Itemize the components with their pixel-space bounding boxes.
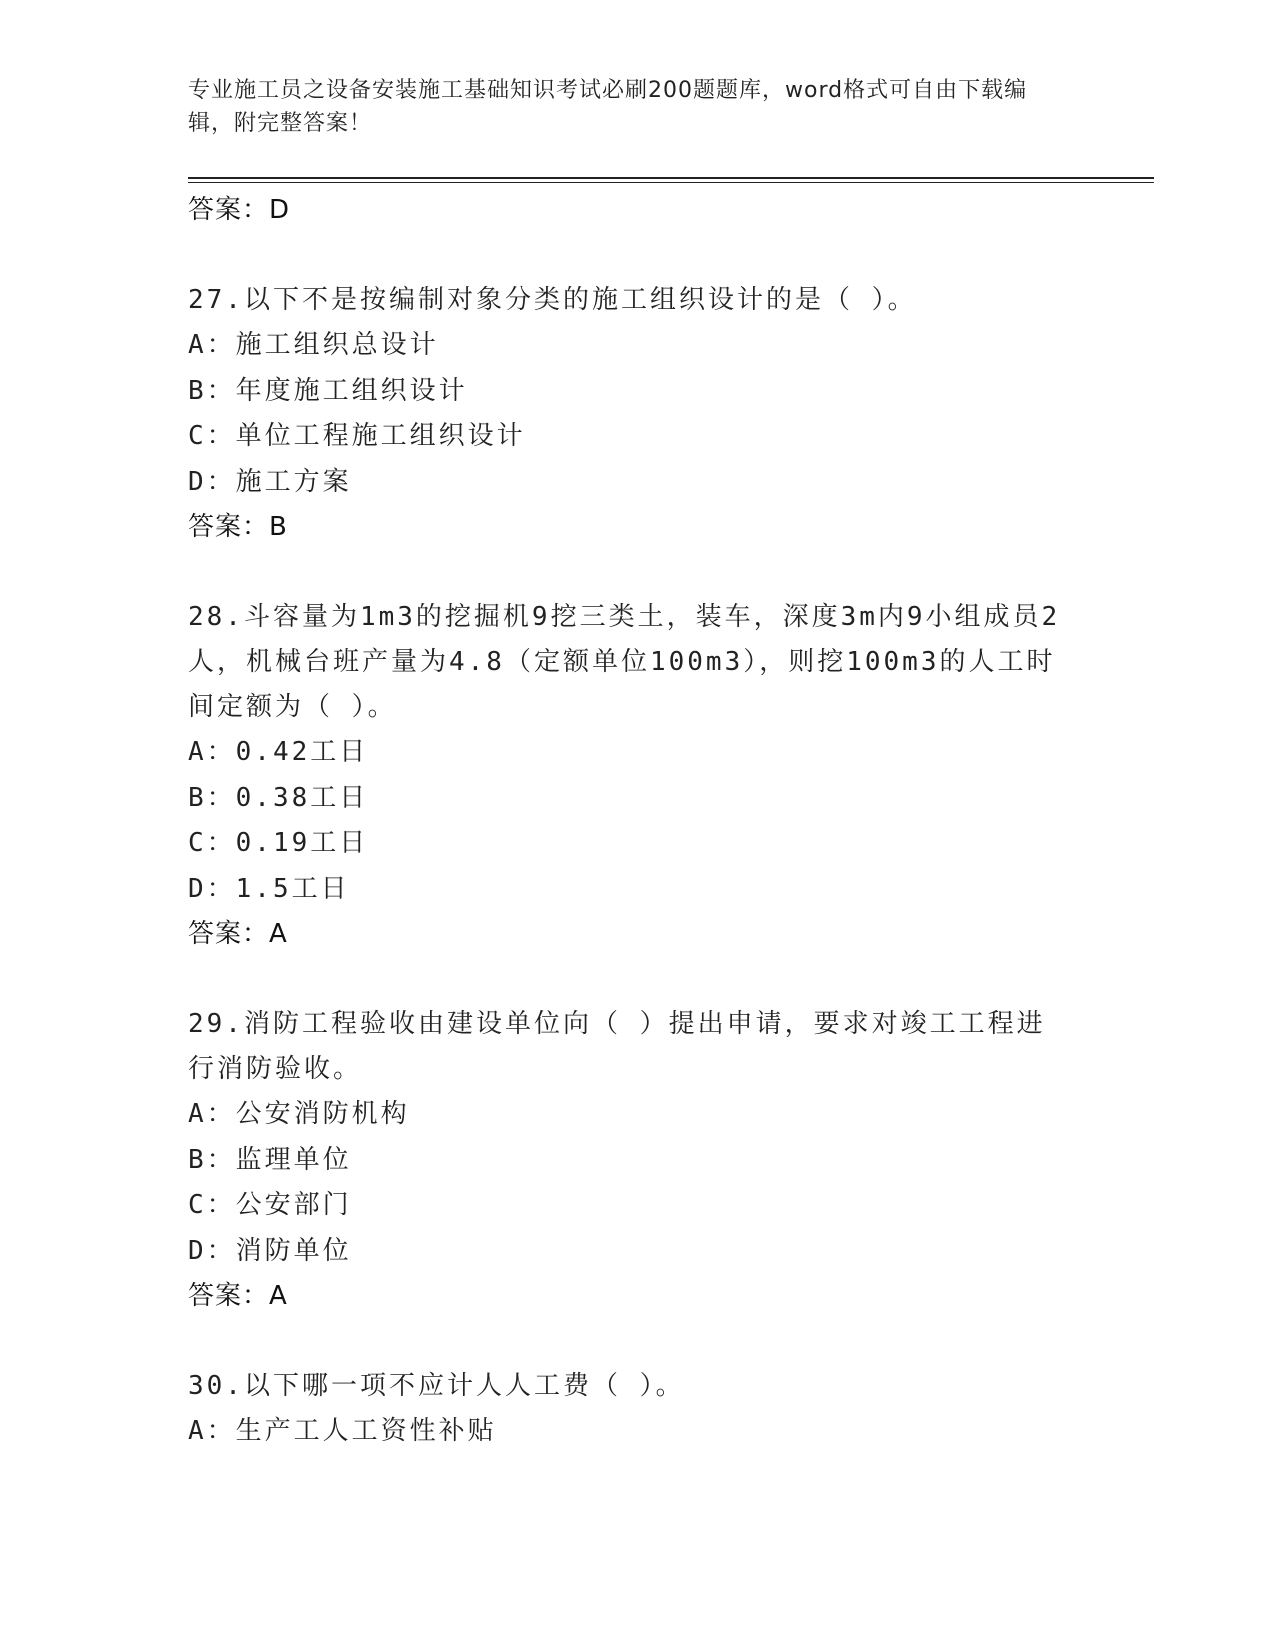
- document-header: 专业施工员之设备安装施工基础知识考试必刷200题题库，word格式可自由下载编辑，附完整答案！: [188, 78, 1028, 136]
- question-stem: 29.消防工程验收由建设单位向（ ）提出申请，要求对竣工工程进行消防验收。: [188, 1009, 1046, 1084]
- option-a: A：生产工人工资性补贴: [188, 1416, 497, 1446]
- option-b: B：年度施工组织设计: [188, 375, 468, 406]
- answer-label: 答案：: [188, 195, 270, 225]
- option-a: A：0.42工日: [188, 737, 369, 767]
- answer-label: 答案：: [188, 1281, 270, 1311]
- header-rule-thin: [188, 182, 1154, 183]
- question-stem: 28.斗容量为1m3的挖掘机9挖三类土，装车，深度3m内9小组成员2人，机械台班产量为4.8（定额单位100m3），则挖100m3的人工时间定额为（ ）。: [188, 602, 1061, 722]
- option-c: C：单位工程施工组织设计: [188, 421, 526, 451]
- question-30: [188, 1364, 1088, 1455]
- answer-label: 答案：: [188, 512, 270, 542]
- option-b: B：0.38工日: [188, 782, 369, 813]
- answer-line: [188, 912, 1088, 956]
- question-stem: 30.以下哪一项不应计人人工费（ ）。: [188, 1371, 685, 1401]
- answer-line: [188, 188, 1088, 232]
- option-d: D：1.5工日: [188, 873, 350, 904]
- option-d: D：消防单位: [188, 1235, 352, 1266]
- option-a: A：公安消防机构: [188, 1099, 410, 1129]
- answer-value: A: [269, 919, 288, 949]
- answer-value: A: [269, 1281, 288, 1311]
- answer-value: B: [269, 512, 288, 542]
- question-29: [188, 1002, 1088, 1318]
- option-d: D：施工方案: [188, 466, 352, 497]
- answer-line: [188, 1274, 1088, 1318]
- answer-label: 答案：: [188, 919, 270, 949]
- question-27: [188, 278, 1088, 549]
- option-c: C：0.19工日: [188, 828, 369, 858]
- option-a: A：施工组织总设计: [188, 330, 439, 360]
- document-body: [188, 188, 1088, 1455]
- header-rule-thick: [188, 177, 1154, 179]
- option-c: C：公安部门: [188, 1190, 352, 1220]
- question-28: [188, 595, 1088, 956]
- question-stem: 27.以下不是按编制对象分类的施工组织设计的是（ ）。: [188, 285, 917, 315]
- answer-line: [188, 505, 1088, 549]
- answer-value: D: [269, 195, 291, 225]
- option-b: B：监理单位: [188, 1144, 352, 1175]
